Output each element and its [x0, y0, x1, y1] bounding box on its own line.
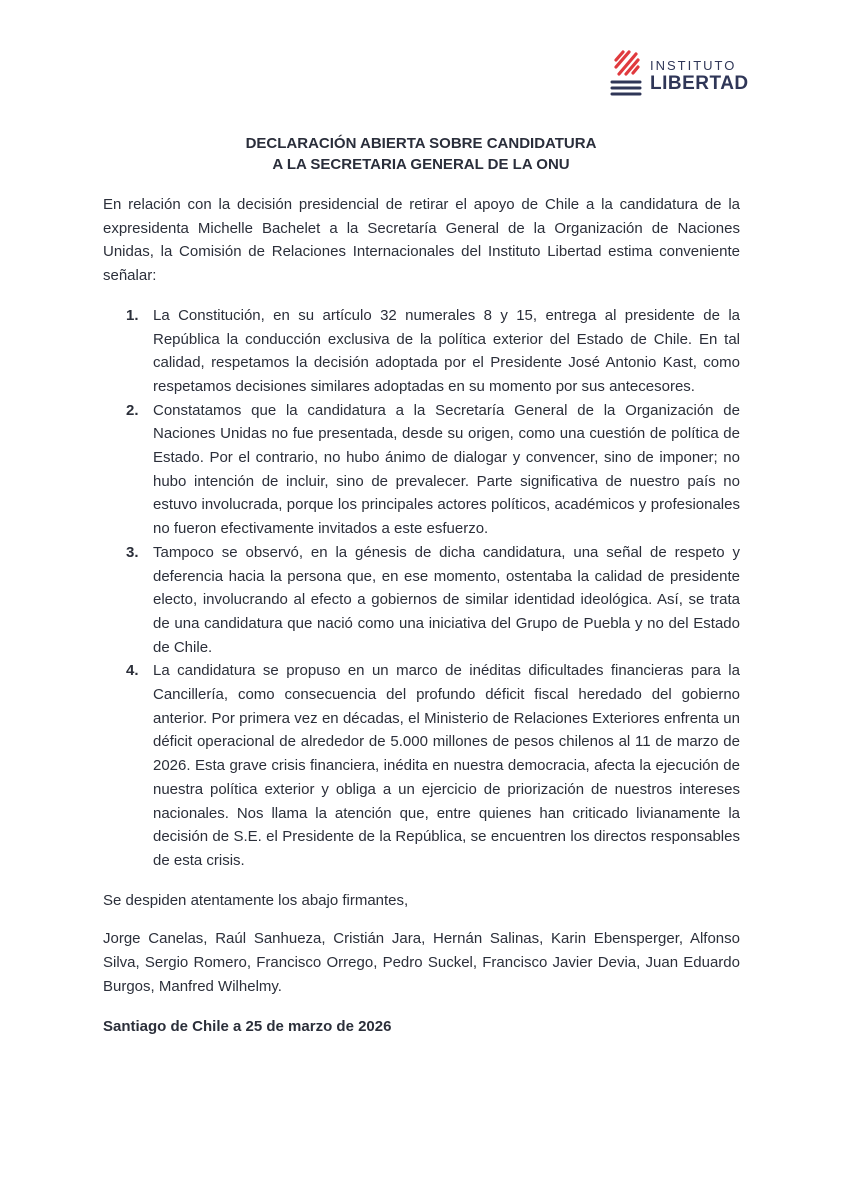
list-item-text: Tampoco se observó, en la génesis de dicha candidatura, una señal de respeto y deferencia hacia la persona que, en ese momento, ostentaba la calidad de presidente electo, involucrando al efecto a gobiernos de similar identidad ideológica. Así, se trata de una candidatura que nació como una iniciativa del Grupo de Puebla y no del Estado de Chile.	[153, 543, 740, 656]
list-item-number: 1.	[126, 306, 139, 324]
title-line-2: A LA SECRETARIA GENERAL DE LA ONU	[272, 156, 570, 173]
place-date: Santiago de Chile a 25 de marzo de 2026	[103, 1017, 392, 1035]
list-item-number: 4.	[126, 662, 139, 680]
list-item	[103, 541, 740, 660]
list-item-text: La Constitución, en su artículo 32 numerales 8 y 15, entrega al presidente de la República la conducción exclusiva de la política exterior del Estado de Chile. En tal calidad, respetamos la decisión adoptada por el Presidente José Antonio Kast, como respetamos decisiones similares adoptadas en su momento por sus antecesores.	[153, 306, 740, 395]
institute-logo	[610, 46, 750, 102]
list-item-number: 3.	[126, 543, 139, 561]
intro-paragraph: En relación con la decisión presidencial de retirar el apoyo de Chile a la candidatura de la expresidenta Michelle Bachelet a la Secretaría General de la Organización de Naciones Unidas, la Comisión de Relaciones Internacionales del Instituto Libertad estima conveniente señalar:	[103, 196, 740, 285]
list-item	[103, 304, 740, 399]
logo-text-libertad: LIBERTAD	[650, 73, 749, 94]
list-item-text: Constatamos que la candidatura a la Secretaría General de la Organización de Naciones Unidas no fue presentada, desde su origen, como una cuestión de política de Estado. Por el contrario, no hubo ánimo de dialogar y convencer, sino de imponer; no hubo intención de incluir, sino de prevalecer. Parte significativa de nuestro país no estuvo involucrada, porque los principales actores políticos, académicos y profesionales no fueron efectivamente invitados a este esfuerzo.	[153, 401, 740, 538]
document-body	[103, 193, 740, 1038]
logo-text-instituto: INSTITUTO	[650, 58, 737, 73]
logo-mark-icon	[610, 46, 646, 102]
list-item-number: 2.	[126, 401, 139, 419]
list-item-text: La candidatura se propuso en un marco de inéditas dificultades financieras para la Cancillería, como consecuencia del profundo déficit fiscal heredado del gobierno anterior. Por primera vez en décadas, el Ministerio de Relaciones Exteriores enfrenta un déficit operacional de alrededor de 5.000 millones de pesos chilenos al 11 de marzo de 2026. Esta grave crisis financiera, inédita en nuestra democracia, afecta la ejecución de nuestra política exterior y obliga a un ejercicio de priorización de nuestros intereses nacionales. Nos llama la atención que, entre quienes han criticado livianamente la decisión de S.E. el Presidente de la República, se encuentren los directos responsables de esta crisis.	[153, 662, 740, 869]
document-title	[0, 133, 842, 175]
closing-line: Se despiden atentamente los abajo firmantes,	[103, 891, 409, 909]
signers-list: Jorge Canelas, Raúl Sanhueza, Cristián Jara, Hernán Salinas, Karin Ebensperger, Alfonso Silva, Sergio Romero, Francisco Orrego, Pedro Suckel, Francisco Javier Devia, Juan Eduardo Burgos, Manfred Wilhelmy.	[103, 930, 740, 995]
numbered-points	[103, 304, 740, 873]
list-item	[103, 659, 740, 872]
title-line-1: DECLARACIÓN ABIERTA SOBRE CANDIDATURA	[245, 135, 597, 152]
list-item	[103, 399, 740, 541]
